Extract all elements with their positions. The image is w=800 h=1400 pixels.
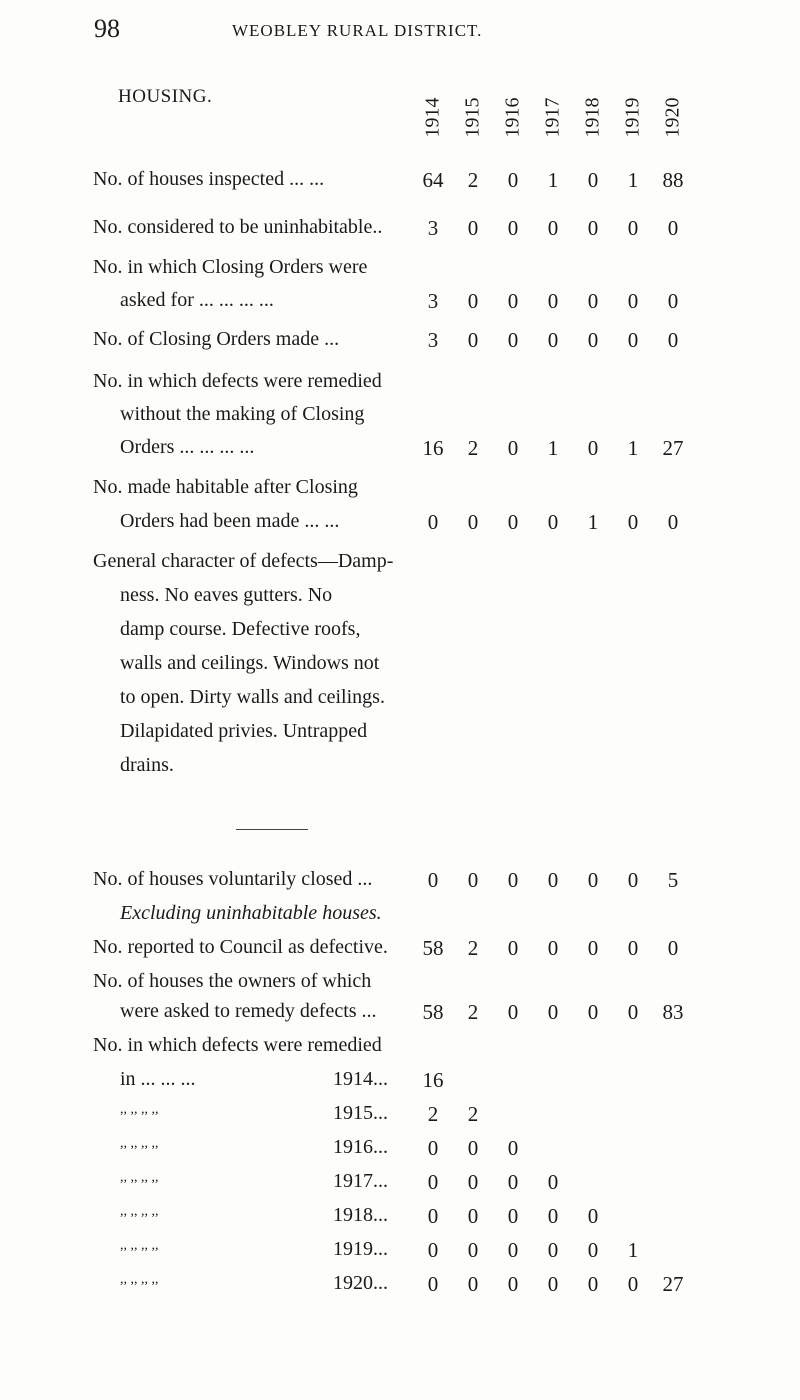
table-cell: 0 — [507, 1000, 519, 1024]
table-cell: 0 — [547, 289, 559, 313]
row-label: Orders had been made ... ... — [120, 510, 340, 532]
remedied-prefix: ,, ,, ,, ,, — [120, 1170, 159, 1185]
table-cell: 0 — [427, 510, 439, 534]
table-cell: 0 — [467, 1170, 479, 1194]
year-header: 1917 — [541, 97, 564, 138]
defects-line: Dilapidated privies. Untrapped — [120, 720, 368, 742]
table-cell: 1 — [547, 168, 559, 192]
table-cell: 0 — [507, 1170, 519, 1194]
row-label: Orders ... ... ... ... — [120, 436, 255, 458]
table-cell: 0 — [627, 868, 639, 892]
table-cell: 0 — [427, 1238, 439, 1262]
table-cell: 0 — [627, 1000, 639, 1024]
table-cell: 0 — [667, 936, 679, 960]
table-cell: 2 — [467, 1000, 479, 1024]
table-cell: 3 — [427, 328, 439, 352]
table-cell: 0 — [427, 1170, 439, 1194]
remedied-prefix: ,, ,, ,, ,, — [120, 1102, 159, 1117]
table-cell: 0 — [587, 1238, 599, 1262]
table-cell: 0 — [507, 868, 519, 892]
table-cell: 0 — [547, 510, 559, 534]
divider-rule — [236, 829, 308, 830]
table-cell: 16 — [422, 1068, 444, 1092]
table-cell: 1 — [627, 168, 639, 192]
table-cell: 0 — [507, 936, 519, 960]
note: Excluding uninhabitable houses. — [120, 902, 382, 924]
defects-line: damp course. Defective roofs, — [120, 618, 361, 640]
running-head: WEOBLEY RURAL DISTRICT. — [232, 21, 483, 40]
defects-line: to open. Dirty walls and ceilings. — [120, 686, 385, 708]
table-cell: 0 — [587, 1272, 599, 1296]
table-cell: 27 — [662, 436, 684, 460]
remedied-year: 1919... — [333, 1238, 388, 1260]
table-cell: 0 — [667, 289, 679, 313]
table-cell: 0 — [587, 868, 599, 892]
remedied-prefix: ,, ,, ,, ,, — [120, 1136, 159, 1151]
table-cell: 0 — [627, 328, 639, 352]
row-label: No. of houses voluntarily closed ... — [93, 868, 373, 890]
table-cell: 0 — [467, 1136, 479, 1160]
remedied-year: 1920... — [333, 1272, 388, 1294]
table-cell: 0 — [427, 1204, 439, 1228]
table-cell: 0 — [627, 1272, 639, 1296]
table-cell: 0 — [547, 1204, 559, 1228]
table-cell: 0 — [547, 1000, 559, 1024]
row-label: No. considered to be uninhabitable.. — [93, 216, 383, 238]
year-header: 1920 — [661, 97, 684, 138]
table-cell: 0 — [507, 1272, 519, 1296]
table-cell: 0 — [587, 1000, 599, 1024]
table-cell: 2 — [467, 936, 479, 960]
defects-line: walls and ceilings. Windows not — [120, 652, 380, 674]
defects-line: drains. — [120, 754, 174, 776]
table-cell: 0 — [467, 510, 479, 534]
remedied-heading: No. in which defects were remedied — [93, 1034, 382, 1056]
page-number: 98 — [94, 14, 120, 43]
section-heading: HOUSING. — [118, 86, 213, 107]
defects-line: ness. No eaves gutters. No — [120, 584, 333, 606]
table-cell: 1 — [587, 510, 599, 534]
table-cell: 0 — [627, 936, 639, 960]
table-cell: 0 — [467, 216, 479, 240]
table-cell: 5 — [667, 868, 679, 892]
table-cell: 0 — [547, 868, 559, 892]
table-cell: 0 — [587, 328, 599, 352]
table-cell: 0 — [507, 436, 519, 460]
table-cell: 0 — [547, 1170, 559, 1194]
remedied-prefix: in ... ... ... — [120, 1068, 196, 1090]
table-cell: 1 — [627, 436, 639, 460]
row-label: without the making of Closing — [120, 403, 365, 425]
table-cell: 3 — [427, 216, 439, 240]
table-cell: 0 — [587, 216, 599, 240]
table-cell: 0 — [667, 216, 679, 240]
table-cell: 0 — [507, 168, 519, 192]
table-cell: 1 — [627, 1238, 639, 1262]
remedied-year: 1917... — [333, 1170, 388, 1192]
row-label: No. of houses the owners of which — [93, 970, 372, 992]
table-cell: 0 — [507, 328, 519, 352]
table-cell: 2 — [467, 168, 479, 192]
table-cell: 0 — [587, 436, 599, 460]
table-cell: 27 — [662, 1272, 684, 1296]
defects-line: General character of defects—Damp- — [93, 550, 394, 572]
table-cell: 0 — [507, 1136, 519, 1160]
table-cell: 0 — [547, 328, 559, 352]
table-cell: 58 — [422, 936, 444, 960]
remedied-prefix: ,, ,, ,, ,, — [120, 1272, 159, 1287]
table-cell: 0 — [627, 289, 639, 313]
table-cell: 0 — [427, 1272, 439, 1296]
table-cell: 0 — [587, 1204, 599, 1228]
table-cell: 0 — [467, 1238, 479, 1262]
row-label: No. reported to Council as defective. — [93, 936, 388, 958]
year-header: 1916 — [501, 97, 524, 138]
table-cell: 0 — [587, 168, 599, 192]
remedied-prefix: ,, ,, ,, ,, — [120, 1238, 159, 1253]
table-cell: 0 — [507, 216, 519, 240]
table-cell: 2 — [467, 436, 479, 460]
row-label: No. in which defects were remedied — [93, 370, 382, 392]
table-cell: 64 — [422, 168, 444, 192]
row-label: No. made habitable after Closing — [93, 476, 358, 498]
table-cell: 0 — [507, 1238, 519, 1262]
table-cell: 0 — [507, 289, 519, 313]
row-label: No. of Closing Orders made ... — [93, 328, 340, 350]
row-label: were asked to remedy defects ... — [120, 1000, 377, 1022]
year-header: 1915 — [461, 97, 484, 138]
year-header: 1914 — [421, 97, 444, 138]
table-cell: 0 — [667, 328, 679, 352]
remedied-year: 1914... — [333, 1068, 388, 1090]
table-cell: 1 — [547, 436, 559, 460]
remedied-year: 1916... — [333, 1136, 388, 1158]
table-cell: 0 — [587, 289, 599, 313]
table-cell: 3 — [427, 289, 439, 313]
table-cell: 0 — [587, 936, 599, 960]
table-cell: 0 — [427, 868, 439, 892]
table-cell: 0 — [467, 289, 479, 313]
table-cell: 0 — [467, 328, 479, 352]
table-cell: 2 — [427, 1102, 439, 1126]
table-cell: 88 — [662, 168, 684, 192]
table-cell: 0 — [667, 510, 679, 534]
table-cell: 0 — [467, 1272, 479, 1296]
table-cell: 58 — [422, 1000, 444, 1024]
table-cell: 0 — [507, 510, 519, 534]
remedied-year: 1915... — [333, 1102, 388, 1124]
table-cell: 0 — [467, 868, 479, 892]
table-cell: 0 — [427, 1136, 439, 1160]
year-header: 1919 — [621, 97, 644, 138]
remedied-prefix: ,, ,, ,, ,, — [120, 1204, 159, 1219]
table-cell: 0 — [627, 510, 639, 534]
row-label: No. of houses inspected ... ... — [93, 168, 325, 190]
table-cell: 0 — [547, 1238, 559, 1262]
table-cell: 83 — [662, 1000, 684, 1024]
table-cell: 0 — [507, 1204, 519, 1228]
table-cell: 2 — [467, 1102, 479, 1126]
table-cell: 0 — [547, 936, 559, 960]
row-label: asked for ... ... ... ... — [120, 289, 274, 311]
table-cell: 0 — [547, 1272, 559, 1296]
table-cell: 16 — [422, 436, 444, 460]
remedied-year: 1918... — [333, 1204, 388, 1226]
table-cell: 0 — [627, 216, 639, 240]
year-header: 1918 — [581, 97, 604, 138]
table-cell: 0 — [547, 216, 559, 240]
table-cell: 0 — [467, 1204, 479, 1228]
row-label: No. in which Closing Orders were — [93, 256, 368, 278]
